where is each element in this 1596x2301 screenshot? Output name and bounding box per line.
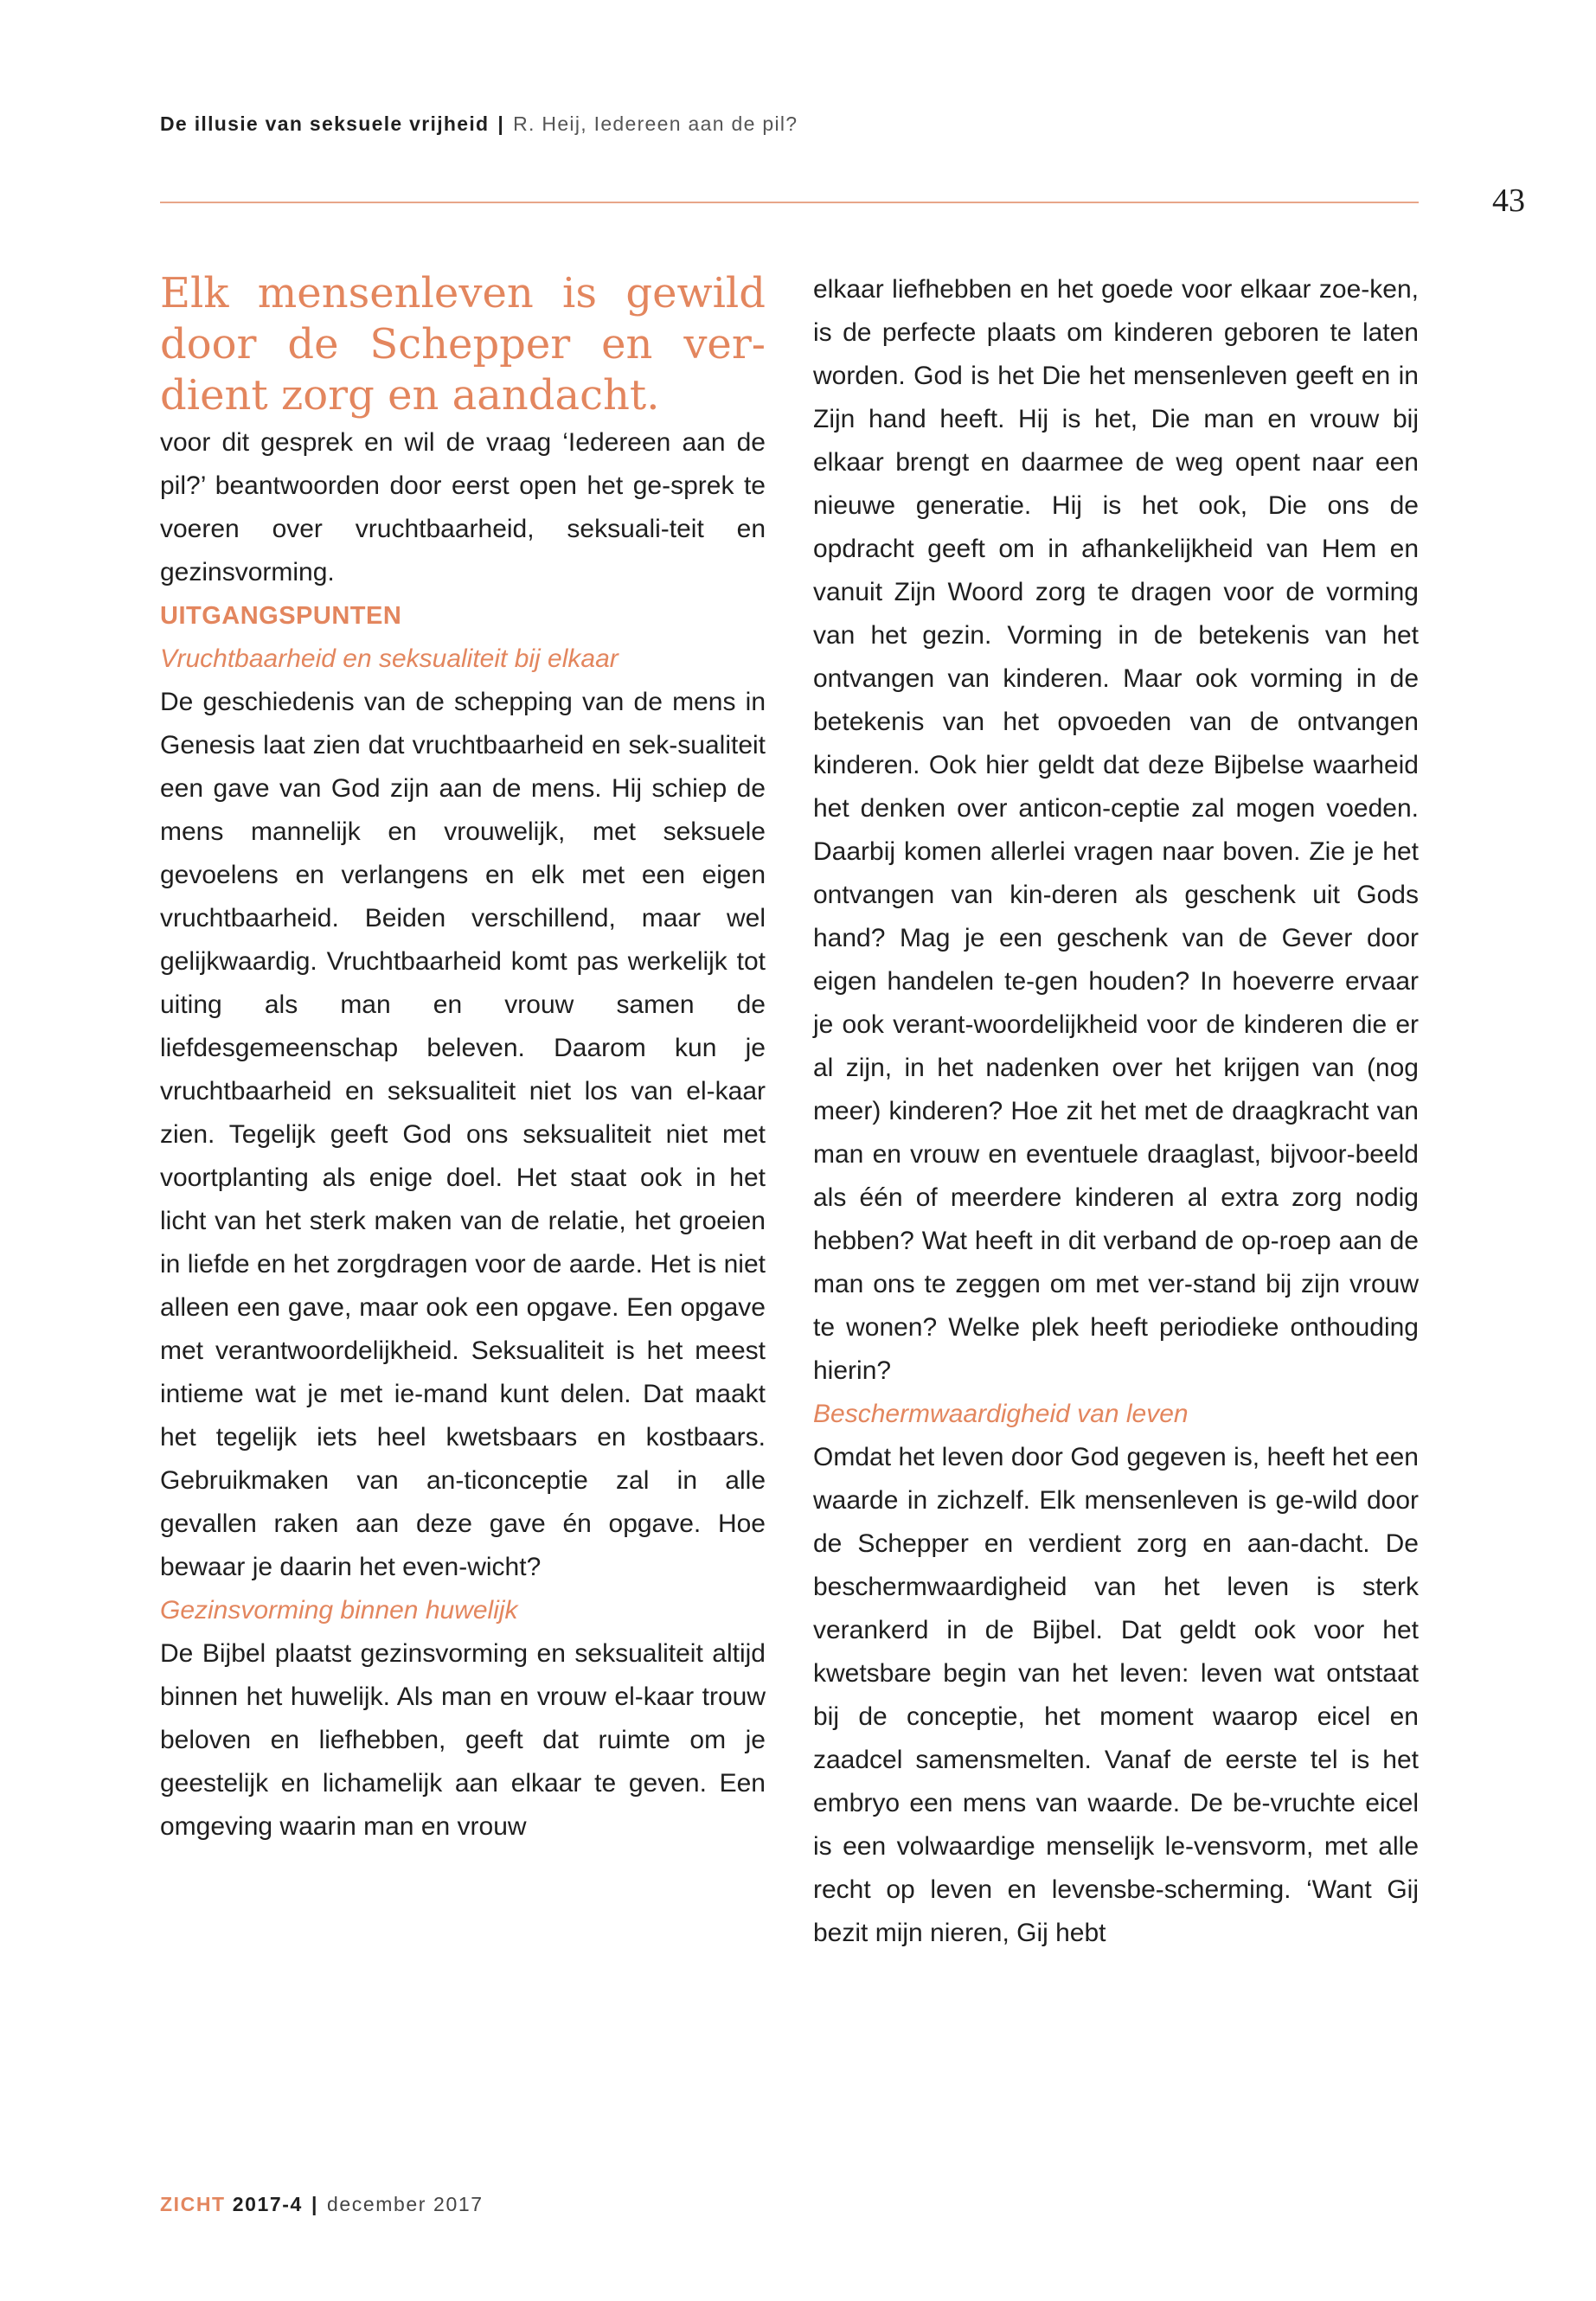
footer-brand: ZICHT (160, 2193, 226, 2215)
running-header (160, 112, 798, 136)
pull-quote: Elk mensenleven is gewild door de Schepper en ver-dient zorg en aandacht. (160, 269, 766, 420)
subheading-protection: Beschermwaardigheid van leven (813, 1400, 1189, 1428)
paragraph-continued: elkaar liefhebben en het goede voor elkaar zoe-ken, is de perfecte plaats om kinderen geboren te laten worden. God is het Die het mensenleven geeft en in Zijn hand heeft. Hij is het, Die man en vrouw bij elkaar brengt en daarmee de weg opent naar een nieuwe generatie. Hij is het ook, Die ons de opdracht geeft om in afhankelijkheid van Hem en vanuit Zijn Woord zorg te dragen voor de vorming van het gezin. Vorming in de betekenis van het ontvangen van kinderen. Maar ook vorming in de betekenis van het opvoeden van de ontvangen kinderen. Ook hier geldt dat deze Bijbelse waarheid het denken over anticon-ceptie zal mogen voeden. Daarbij komen allerlei vragen naar boven. Zie je het ontvangen van kin-deren als geschenk uit Gods hand? Mag je een geschenk van de Gever door eigen handelen te-gen houden? In hoeverre ervaar je ook verant-woordelijkheid voor de kinderen die er al zijn, in het nadenken over het krijgen van (nog meer) kinderen? Hoe zit het met de draagkracht van man en vrouw en eventuele draaglast, bijvoor-beeld als één of meerdere kinderen al extra zorg nodig hebben? Wat heeft in dit verband de op-roep aan de man ons te zeggen om met ver-stand bij zijn vrouw te wonen? Welke plek heeft periodieke onthouding hierin? (813, 275, 1419, 1385)
paragraph-protection: Omdat het leven door God gegeven is, heeft het een waarde in zichzelf. Elk mensenleven is ge-wild door de Schepper en verdient zorg en aan-dacht. De beschermwaardigheid van het leven is sterk verankerd in de Bijbel. Dat geldt ook voor het kwetsbare begin van het leven: leven wat ontstaat bij de conceptie, het moment waarop eicel en zaadcel samensmelten. Vanaf de eerste tel is het embryo een mens van waarde. De be-vruchte eicel is een volwaardige menselijk le-vensvorm, met alle recht op leven en levensbe-scherming. ‘Want Gij bezit mijn nieren, Gij hebt (813, 1443, 1419, 1947)
footer-date: december 2017 (326, 2193, 484, 2215)
right-column (813, 268, 1419, 1955)
left-column (160, 268, 766, 1849)
footer-separator: | (311, 2193, 318, 2215)
header-title: De illusie van seksuele vrijheid (160, 112, 490, 135)
subheading-fertility: Vruchtbaarheid en seksualiteit bij elkaar (160, 644, 619, 673)
section-heading: UITGANGSPUNTEN (160, 602, 402, 630)
paragraph-family: De Bijbel plaatst gezinsvorming en seksualiteit altijd binnen het huwelijk. Als man en vrouw el-kaar trouw beloven en liefhebben, geeft dat ruimte om je geestelijk en lichamelijk aan elkaar te geven. Een omgeving waarin man en vrouw (160, 1639, 766, 1841)
paragraph-fertility: De geschiedenis van de schepping van de mens in Genesis laat zien dat vruchtbaarheid en sek-sualiteit een gave van God zijn aan de mens. Hij schiep de mens mannelijk en vrouwelijk, met seksuele gevoelens en verlangens en elk met een eigen vruchtbaarheid. Beiden verschillend, maar wel gelijkwaardig. Vruchtbaarheid komt pas werkelijk tot uiting als man en vrouw samen de liefdesgemeenschap beleven. Daarom kun je vruchtbaarheid en seksualiteit niet los van el-kaar zien. Tegelijk geeft God ons seksualiteit niet met voortplanting als enige doel. Het staat ook in het licht van het sterk maken van de relatie, het groeien in liefde en het zorgdragen voor de aarde. Het is niet alleen een gave, maar ook een opgave. Een opgave met verantwoordelijkheid. Seksualiteit is het meest intieme wat je met ie-mand kunt delen. Dat maakt het tegelijk iets heel kwetsbaars en kostbaars. Gebruikmaken van an-ticonceptie zal in alle gevallen raken aan deze gave én opgave. Hoe bewaar je daarin het even-wicht? (160, 688, 766, 1581)
header-separator: | (497, 112, 505, 135)
header-article: R. Heij, Iedereen aan de pil? (513, 112, 798, 135)
footer-issue: 2017-4 (232, 2193, 303, 2215)
header-rule (160, 202, 1419, 203)
subheading-family: Gezinsvorming binnen huwelijk (160, 1596, 518, 1625)
page-number: 43 (1492, 183, 1525, 219)
intro-paragraph: voor dit gesprek en wil de vraag ‘Iedereen aan de pil?’ beantwoorden door eerst open het ge-sprek te voeren over vruchtbaarheid, seksuali-teit en gezinsvorming. (160, 428, 766, 586)
footer (160, 2193, 484, 2216)
